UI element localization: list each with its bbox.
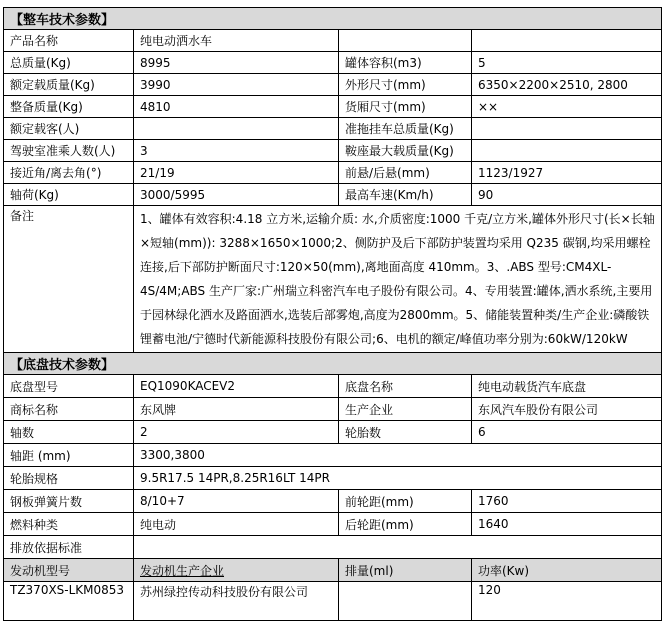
param-label: 前悬/后悬(mm)	[339, 162, 472, 184]
spec-row	[4, 421, 662, 444]
param-value: 8995	[134, 52, 339, 74]
spec-row	[4, 513, 662, 536]
spec-row-product	[4, 30, 662, 52]
spec-row	[4, 162, 662, 184]
param-value: 东风汽车股份有限公司	[472, 398, 662, 421]
param-value: 3000/5995	[134, 184, 339, 206]
remarks-label: 备注	[4, 206, 134, 353]
param-label: 底盘名称	[339, 375, 472, 398]
param-label: 整备质量(Kg)	[4, 96, 134, 118]
spec-row	[4, 96, 662, 118]
param-label: 钢板弹簧片数	[4, 490, 134, 513]
param-value: EQ1090KACEV2	[134, 375, 339, 398]
param-label: 鞍座最大载质量(Kg)	[339, 140, 472, 162]
param-value: 5	[472, 52, 662, 74]
param-label: 准拖挂车总质量(Kg)	[339, 118, 472, 140]
param-label: 后轮距(mm)	[339, 513, 472, 536]
param-value	[472, 140, 662, 162]
vehicle-section-title: 【整车技术参数】	[4, 8, 662, 30]
engine-manufacturer-header: 发动机生产企业	[134, 559, 339, 582]
param-value	[472, 118, 662, 140]
spec-row	[4, 375, 662, 398]
engine-power-header: 功率(Kw)	[472, 559, 662, 582]
engine-model-header: 发动机型号	[4, 559, 134, 582]
param-value: 纯电动洒水车	[134, 30, 339, 52]
param-value: 6	[472, 421, 662, 444]
param-label: 轮胎规格	[4, 467, 134, 490]
spec-row	[4, 52, 662, 74]
vehicle-spec-table	[3, 7, 662, 621]
param-label: 底盘型号	[4, 375, 134, 398]
param-value: 8/10+7	[134, 490, 339, 513]
engine-header-row	[4, 559, 662, 582]
param-label: 驾驶室准乘人数(人)	[4, 140, 134, 162]
param-value	[134, 536, 662, 559]
param-label: 生产企业	[339, 398, 472, 421]
remarks-row	[4, 206, 662, 353]
param-label: 外形尺寸(mm)	[339, 74, 472, 96]
param-value: 2	[134, 421, 339, 444]
param-label: 额定载客(人)	[4, 118, 134, 140]
param-value: 3	[134, 140, 339, 162]
engine-displacement-value	[339, 582, 472, 621]
param-label: 货厢尺寸(mm)	[339, 96, 472, 118]
param-value: 1123/1927	[472, 162, 662, 184]
param-value: 90	[472, 184, 662, 206]
param-label: 轴距 (mm)	[4, 444, 134, 467]
wheelbase-row	[4, 444, 662, 467]
param-value: 纯电动	[134, 513, 339, 536]
param-label: 罐体容积(m3)	[339, 52, 472, 74]
engine-power-value: 120	[472, 582, 662, 621]
param-label: 燃料种类	[4, 513, 134, 536]
param-label: 前轮距(mm)	[339, 490, 472, 513]
param-label: 产品名称	[4, 30, 134, 52]
param-value	[134, 118, 339, 140]
spec-row	[4, 74, 662, 96]
engine-data-row	[4, 582, 662, 621]
emission-standard-row	[4, 536, 662, 559]
spec-row	[4, 184, 662, 206]
chassis-section-header	[4, 353, 662, 375]
spec-row	[4, 398, 662, 421]
param-value: 3990	[134, 74, 339, 96]
spec-row	[4, 118, 662, 140]
param-label: 排放依据标准	[4, 536, 134, 559]
param-value: 9.5R17.5 14PR,8.25R16LT 14PR	[134, 467, 662, 490]
remarks-text: 1、罐体有效容积:4.18 立方米,运输介质: 水,介质密度:1000 千克/立方米,罐体外形尺寸(长×长轴×短轴(mm)): 3288×1650×1000;2、侧防护及后下部防护装置均采用 Q235 碳钢,均采用螺栓连接,后下部防护断面尺寸:120×50(mm),离地面高度 410mm。3、.ABS 型号:CM4XL-4S/4M;ABS 生产厂家:广州瑞立科密汽车电子股份有限公司。4、专用装置:罐体,洒水系统,主要用于园林绿化洒水及路面洒水,选装后部雾炮,高度为2800mm。5、储能装置种类/生产企业:磷酸铁锂蓄电池/宁德时代新能源科技股份有限公司;6、电机的额定/峰值功率分别为:60kW/120kW	[134, 206, 662, 353]
param-label: 轴荷(Kg)	[4, 184, 134, 206]
param-label: 额定载质量(Kg)	[4, 74, 134, 96]
param-label: 轮胎数	[339, 421, 472, 444]
param-label	[339, 30, 472, 52]
param-label: 最高车速(Km/h)	[339, 184, 472, 206]
chassis-section-title: 【底盘技术参数】	[4, 353, 662, 375]
engine-manufacturer-value: 苏州绿控传动科技股份有限公司	[134, 582, 339, 621]
param-label: 接近角/离去角(°)	[4, 162, 134, 184]
param-value: 21/19	[134, 162, 339, 184]
param-value: 东风牌	[134, 398, 339, 421]
engine-model-value: TZ370XS-LKM0853	[4, 582, 134, 621]
engine-displacement-header: 排量(ml)	[339, 559, 472, 582]
param-value: ××	[472, 96, 662, 118]
param-label: 轴数	[4, 421, 134, 444]
param-value: 纯电动载货汽车底盘	[472, 375, 662, 398]
param-value: 4810	[134, 96, 339, 118]
vehicle-section-header	[4, 8, 662, 30]
spec-row	[4, 490, 662, 513]
tire-spec-row	[4, 467, 662, 490]
param-label: 总质量(Kg)	[4, 52, 134, 74]
param-value: 6350×2200×2510, 2800	[472, 74, 662, 96]
param-value: 1640	[472, 513, 662, 536]
param-value	[472, 30, 662, 52]
spec-row	[4, 140, 662, 162]
param-value: 3300,3800	[134, 444, 662, 467]
param-label: 商标名称	[4, 398, 134, 421]
param-value: 1760	[472, 490, 662, 513]
